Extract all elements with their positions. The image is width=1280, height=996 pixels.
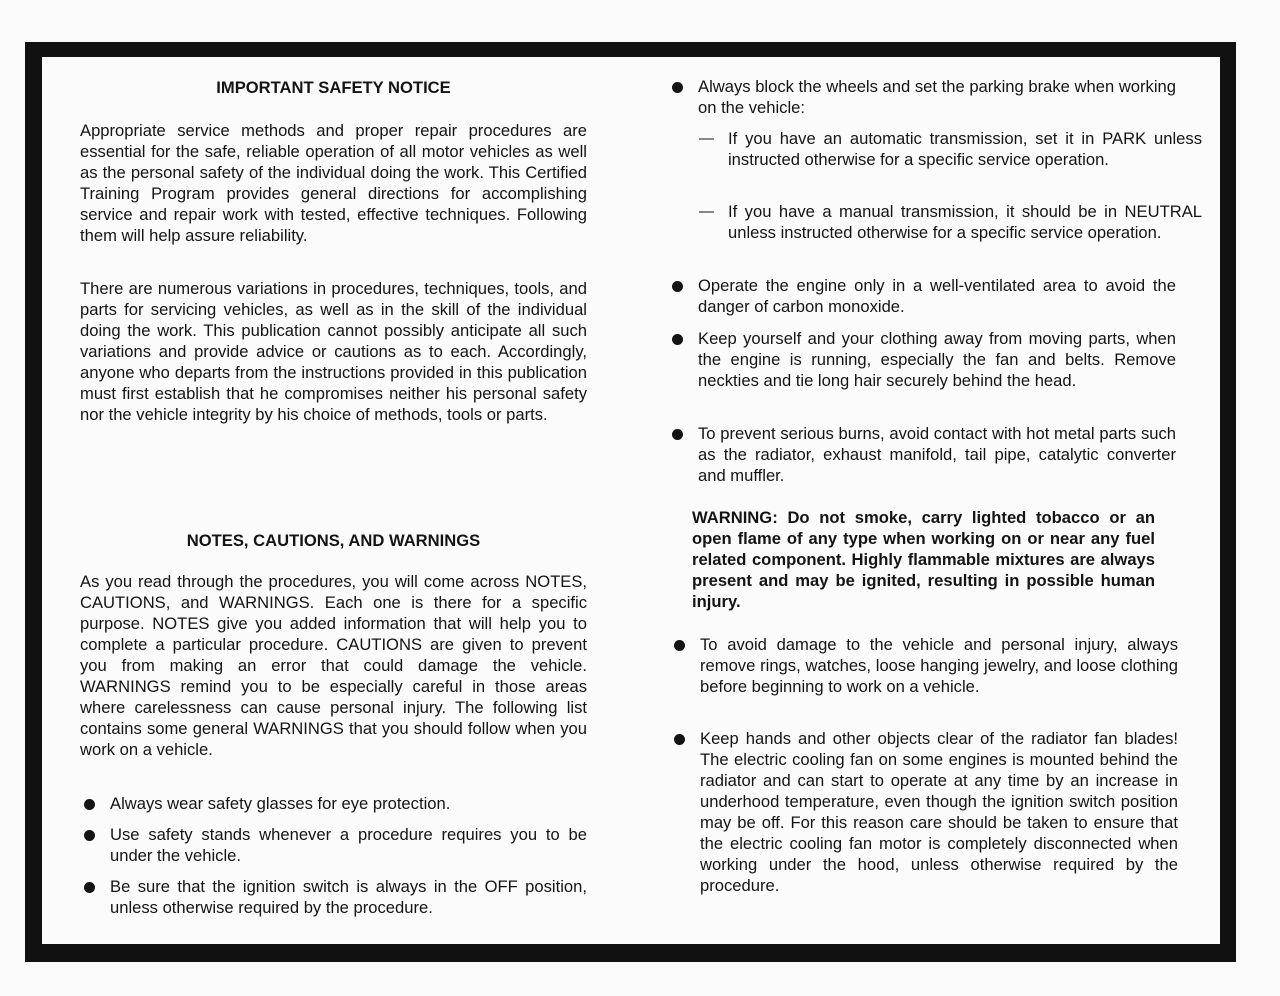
warning-label: WARNING: xyxy=(692,508,778,527)
list-item: Be sure that the ignition switch is always in the OFF position, unless otherwise required by the procedure. xyxy=(80,876,587,918)
document-page xyxy=(42,57,1220,944)
warning-block xyxy=(692,507,1155,612)
list-item: Always wear safety glasses for eye protection. xyxy=(80,793,587,814)
list-item: Use safety stands whenever a procedure requires you to be under the vehicle. xyxy=(80,824,587,866)
sub-item-manual-transmission: — If you have a manual transmission, it should be in NEUTRAL unless instructed otherwise for a specific service operation. xyxy=(697,201,1202,243)
list-item-cooling-fan: Keep hands and other objects clear of the radiator fan blades! The electric cooling fan on some engines is mounted behind the radiator and can start to operate at any time by an increase in underhood temperature, even though the ignition switch position may be off. For this reason care should be taken to ensure that the electric cooling fan motor is completely disconnected when working under the hood, unless otherwise required by the procedure. xyxy=(670,728,1178,896)
sub-item-automatic-transmission: — If you have an automatic transmission, set it in PARK unless instructed otherwise for a specific service operation. xyxy=(697,128,1202,170)
notes-cautions-warnings-paragraph: As you read through the procedures, you will come across NOTES, CAUTIONS, and WARNINGS. Each one is there for a specific purpose. NOTES give you added information that will help you to complete a particular procedure. CAUTIONS are given to prevent you from making an error that could damage the vehicle. WARNINGS remind you to be especially careful in those areas where carelessness can cause personal injury. The following list contains some general WARNINGS that you should follow when you work on a vehicle. xyxy=(80,572,587,759)
notice-paragraph-2: There are numerous variations in procedures, techniques, tools, and parts for servicing vehicles, as well as in the skill of the individual doing the work. This publication cannot possibly anticipate all such variations and provide advice or cautions as to each. Accordingly, anyone who departs from the instructions provided in this publication must first establish that he compromises neither his personal safety nor the vehicle integrity by his choice of methods, tools or parts. xyxy=(80,279,587,424)
notice-paragraph-1: Appropriate service methods and proper repair procedures are essential for the safe, reliable operation of all motor vehicles as well as the personal safety of the individual doing the work. This Certified Training Program provides general directions for accomplishing service and repair work with tested, effective techniques. Following them will help assure reliability. xyxy=(80,121,587,245)
warning-text: Do not smoke, carry lighted tobacco or an open flame of any type when working on or near any fuel related component. Highly flammable mixtures are always present and may be ignited, resulting in possible human injury. xyxy=(692,508,1155,611)
list-item-burns: To prevent serious burns, avoid contact with hot metal parts such as the radiator, exhaust manifold, tail pipe, catalytic converter and muffler. xyxy=(668,423,1176,486)
list-item-jewelry: To avoid damage to the vehicle and personal injury, always remove rings, watches, loose hanging jewelry, and loose clothing before beginning to work on a vehicle. xyxy=(670,634,1178,697)
list-item-block-wheels: Always block the wheels and set the parking brake when working on the vehicle: xyxy=(668,76,1176,118)
list-item-ventilated-area: Operate the engine only in a well-ventilated area to avoid the danger of carbon monoxide. xyxy=(668,275,1176,317)
list-item-moving-parts: Keep yourself and your clothing away from moving parts, when the engine is running, especially the fan and belts. Remove neckties and tie long hair securely behind the head. xyxy=(668,328,1176,391)
notes-cautions-warnings-heading: NOTES, CAUTIONS, AND WARNINGS xyxy=(186,531,481,550)
important-safety-notice-heading: IMPORTANT SAFETY NOTICE xyxy=(216,78,451,97)
